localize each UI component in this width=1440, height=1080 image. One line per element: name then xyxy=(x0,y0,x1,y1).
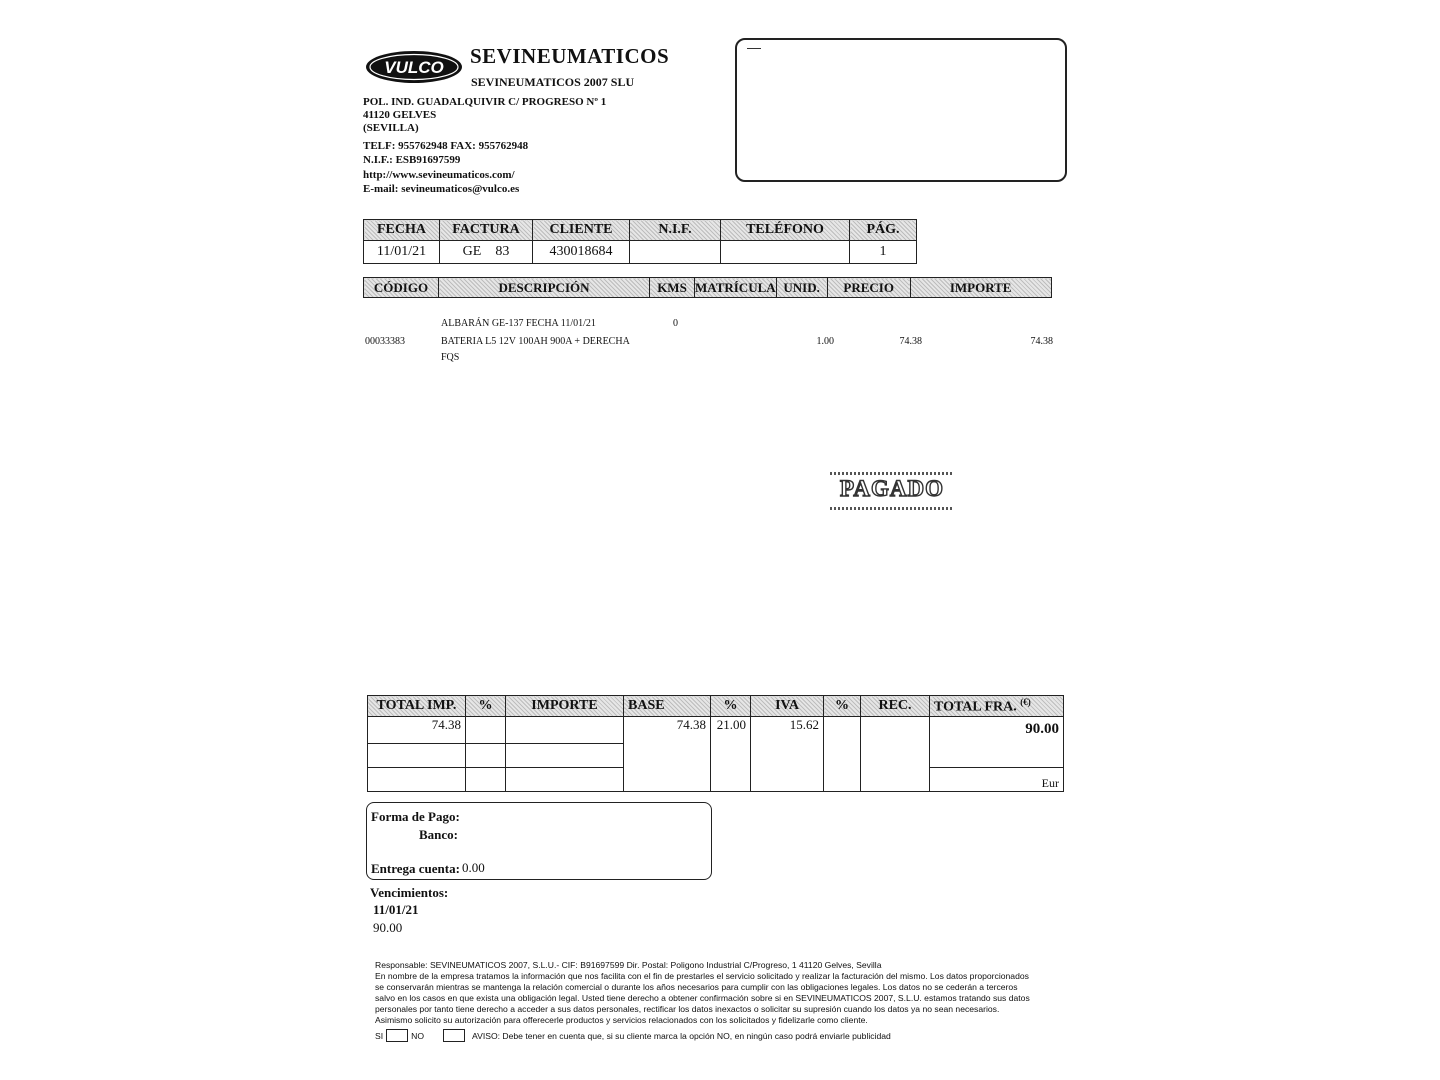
col-codigo: CÓDIGO xyxy=(364,278,439,298)
pagado-stamp xyxy=(830,472,954,512)
pct-1-value xyxy=(466,717,506,744)
company-legal-name: SEVINEUMATICOS 2007 SLU xyxy=(471,75,635,89)
item-codigo: 00033383 xyxy=(365,336,405,347)
cliente-value: 430018684 xyxy=(533,241,630,264)
importe-empty-3 xyxy=(506,768,624,792)
legal-line-6: Asimismo solicito su autorización para offerecerle productos y servicios relacionados con los solicitados y fidelizarle como cliente. xyxy=(375,1015,868,1025)
col-pct-2: % xyxy=(711,696,751,717)
factura-serie: GE xyxy=(462,244,482,259)
company-email: E-mail: sevineumaticos@vulco.es xyxy=(363,183,520,195)
pct-1-empty-3 xyxy=(466,768,506,792)
total-imp-value: 74.38 xyxy=(368,717,466,744)
albaran-kms: 0 xyxy=(673,318,678,329)
factura-value xyxy=(440,241,533,264)
vulco-logo xyxy=(365,50,463,84)
total-imp-empty-2 xyxy=(368,744,466,768)
no-checkbox[interactable] xyxy=(443,1029,465,1042)
nif-value xyxy=(630,241,721,264)
address-line-1: POL. IND. GUADALQUIVIR C/ PROGRESO Nº 1 xyxy=(363,96,607,108)
col-kms: KMS xyxy=(650,278,695,298)
col-importe-tot: IMPORTE xyxy=(506,696,624,717)
address-line-2: 41120 GELVES xyxy=(363,109,437,121)
item-unid: 1.00 xyxy=(816,336,834,347)
consent-row xyxy=(375,1029,891,1042)
col-total-fra-label: TOTAL FRA. xyxy=(934,699,1017,715)
col-pct-3: % xyxy=(824,696,861,717)
pag-value: 1 xyxy=(850,241,917,264)
entrega-cuenta-label: Entrega cuenta: xyxy=(371,861,460,876)
currency-value: Eur xyxy=(930,768,1064,792)
telefono-value xyxy=(721,241,850,264)
svg-text:VULCO: VULCO xyxy=(384,58,444,77)
col-importe: IMPORTE xyxy=(910,278,1051,298)
payment-box xyxy=(366,802,712,880)
pct-1-empty-2 xyxy=(466,744,506,768)
albaran-line: ALBARÁN GE-137 FECHA 11/01/21 xyxy=(441,318,596,329)
importe-tot-value xyxy=(506,717,624,744)
total-imp-empty-3 xyxy=(368,768,466,792)
legal-line-2: En nombre de la empresa tratamos la información que nos facilita con el fin de prestarles el servicio solicitado y realizar la facturación del mismo. Los datos proporcionados xyxy=(375,971,1029,981)
fecha-value: 11/01/21 xyxy=(364,241,440,264)
invoice-header-table xyxy=(363,219,917,264)
col-total-fra xyxy=(930,696,1064,717)
col-unid: UNID. xyxy=(776,278,827,298)
forma-pago-label: Forma de Pago: xyxy=(371,809,460,824)
stamp-text: PAGADO xyxy=(840,476,944,501)
pct-3-value xyxy=(824,717,861,792)
item-descripcion: BATERIA L5 12V 100AH 900A + DERECHA xyxy=(441,336,630,347)
legal-line-1: Responsable: SEVINEUMATICOS 2007, S.L.U.- CIF: B91697599 Dir. Postal: Poligono Industrial C/Progreso, 1 41120 Gelves, Sevilla xyxy=(375,960,882,970)
si-label: SI xyxy=(375,1030,384,1041)
no-label: NO xyxy=(411,1030,425,1041)
item-precio: 74.38 xyxy=(899,336,922,347)
iva-pct-value: 21.00 xyxy=(711,717,751,792)
col-matricula: MATRÍCULA xyxy=(695,278,777,298)
total-fra-value: 90.00 xyxy=(930,717,1064,768)
col-rec: REC. xyxy=(861,696,930,717)
col-fecha: FECHA xyxy=(364,220,440,241)
item-descripcion-2: FQS xyxy=(441,352,460,363)
col-total-imp: TOTAL IMP. xyxy=(368,696,466,717)
entrega-cuenta-value: 0.00 xyxy=(462,860,485,875)
legal-line-5: personales por tanto tiene derecho a acceder a sus datos personales, rectificar los datos inexactos o solicitar su supresión cuando los datos ya no sean necesarios. xyxy=(375,1004,1000,1014)
col-cliente: CLIENTE xyxy=(533,220,630,241)
vencimiento-amount: 90.00 xyxy=(373,920,403,935)
importe-empty-2 xyxy=(506,744,624,768)
col-precio: PRECIO xyxy=(827,278,910,298)
vencimientos-label: Vencimientos: xyxy=(370,885,449,900)
company-nif: N.I.F.: ESB91697599 xyxy=(363,154,461,166)
phone-fax: TELF: 955762948 FAX: 955762948 xyxy=(363,140,529,152)
item-importe: 74.38 xyxy=(1030,336,1053,347)
totals-table xyxy=(367,695,1064,792)
col-telefono: TELÉFONO xyxy=(721,220,850,241)
banco-label: Banco: xyxy=(419,827,458,842)
col-pct-1: % xyxy=(466,696,506,717)
legal-line-4: salvo en los casos en que exista una obligación legal. Usted tiene derecho a obtener confirmación sobre si en SEVINEUMATICOS 2007, S.L.U. estamos tratando sus datos xyxy=(375,993,1030,1003)
recipient-address-box xyxy=(735,38,1067,182)
address-line-3: (SEVILLA) xyxy=(363,122,419,134)
rec-value xyxy=(861,717,930,792)
si-checkbox[interactable] xyxy=(386,1029,408,1042)
legal-line-3: se conservarán mientras se mantenga la relación comercial o durante los años necesarios para cumplir con las obligaciones legales. Los datos no se cederán a terceros xyxy=(375,982,1018,992)
vencimiento-date: 11/01/21 xyxy=(373,902,419,917)
col-nif: N.I.F. xyxy=(630,220,721,241)
currency-symbol: (€) xyxy=(1020,696,1031,707)
col-iva: IVA xyxy=(751,696,824,717)
company-website: http://www.sevineumaticos.com/ xyxy=(363,169,515,181)
company-name: SEVINEUMATICOS xyxy=(470,44,670,68)
col-pag: PÁG. xyxy=(850,220,917,241)
col-factura: FACTURA xyxy=(440,220,533,241)
factura-numero: 83 xyxy=(495,244,510,259)
iva-value: 15.62 xyxy=(751,717,824,792)
invoice-lines-header xyxy=(363,277,1052,298)
col-descripcion: DESCRIPCIÓN xyxy=(439,278,650,298)
aviso-text: AVISO: Debe tener en cuenta que, si su cliente marca la opción NO, en ningún caso podrá enviarle publicidad xyxy=(472,1030,891,1041)
base-value: 74.38 xyxy=(624,717,711,792)
col-base: BASE xyxy=(624,696,711,717)
